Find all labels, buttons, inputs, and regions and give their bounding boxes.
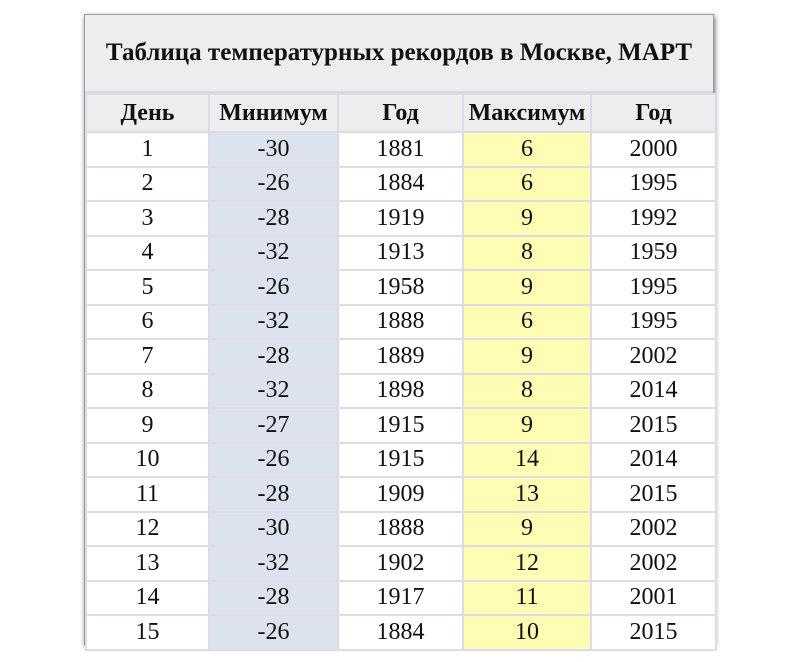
min-year-cell: 1889	[338, 339, 463, 374]
header-min-year: Год	[338, 94, 463, 132]
min-year-cell: 1884	[338, 615, 463, 650]
min-year-cell: 1888	[338, 512, 463, 547]
table-row	[86, 374, 716, 409]
max-year-cell: 2000	[591, 132, 716, 167]
max-cell: 6	[463, 305, 591, 340]
table-row	[86, 512, 716, 547]
table-row	[86, 615, 716, 650]
day-cell: 10	[86, 443, 209, 478]
header-day: День	[86, 94, 209, 132]
min-year-cell: 1919	[338, 201, 463, 236]
min-cell: -26	[209, 270, 338, 305]
day-cell: 6	[86, 305, 209, 340]
max-year-cell: 1995	[591, 305, 716, 340]
day-cell: 9	[86, 408, 209, 443]
max-cell: 11	[463, 581, 591, 616]
day-cell: 14	[86, 581, 209, 616]
table-title: Таблица температурных рекордов в Москве, МАРТ	[85, 15, 713, 93]
day-cell: 5	[86, 270, 209, 305]
max-year-cell: 2002	[591, 546, 716, 581]
day-cell: 3	[86, 201, 209, 236]
day-cell: 11	[86, 477, 209, 512]
min-cell: -28	[209, 477, 338, 512]
header-maximum: Максимум	[463, 94, 591, 132]
min-year-cell: 1958	[338, 270, 463, 305]
min-cell: -26	[209, 443, 338, 478]
max-year-cell: 2002	[591, 512, 716, 547]
max-cell: 13	[463, 477, 591, 512]
min-year-cell: 1915	[338, 443, 463, 478]
day-cell: 8	[86, 374, 209, 409]
min-year-cell: 1915	[338, 408, 463, 443]
min-year-cell: 1909	[338, 477, 463, 512]
min-cell: -30	[209, 512, 338, 547]
header-row	[86, 94, 716, 132]
max-cell: 10	[463, 615, 591, 650]
max-year-cell: 2001	[591, 581, 716, 616]
day-cell: 1	[86, 132, 209, 167]
min-cell: -32	[209, 546, 338, 581]
table-row	[86, 477, 716, 512]
max-cell: 8	[463, 374, 591, 409]
max-cell: 8	[463, 236, 591, 271]
day-cell: 15	[86, 615, 209, 650]
table-row	[86, 305, 716, 340]
table-row	[86, 270, 716, 305]
min-year-cell: 1917	[338, 581, 463, 616]
max-year-cell: 1992	[591, 201, 716, 236]
records-table	[85, 93, 717, 651]
max-year-cell: 2015	[591, 615, 716, 650]
max-year-cell: 2002	[591, 339, 716, 374]
table-row	[86, 132, 716, 167]
day-cell: 4	[86, 236, 209, 271]
table-row	[86, 546, 716, 581]
max-year-cell: 2014	[591, 374, 716, 409]
max-cell: 9	[463, 512, 591, 547]
max-year-cell: 2015	[591, 408, 716, 443]
header-max-year: Год	[591, 94, 716, 132]
min-cell: -32	[209, 305, 338, 340]
day-cell: 13	[86, 546, 209, 581]
max-cell: 9	[463, 339, 591, 374]
min-cell: -28	[209, 339, 338, 374]
min-year-cell: 1902	[338, 546, 463, 581]
day-cell: 7	[86, 339, 209, 374]
day-cell: 2	[86, 167, 209, 202]
min-year-cell: 1913	[338, 236, 463, 271]
table-row	[86, 408, 716, 443]
day-cell: 12	[86, 512, 209, 547]
min-cell: -26	[209, 615, 338, 650]
min-cell: -32	[209, 374, 338, 409]
min-year-cell: 1898	[338, 374, 463, 409]
min-cell: -26	[209, 167, 338, 202]
min-cell: -32	[209, 236, 338, 271]
max-cell: 9	[463, 270, 591, 305]
table-row	[86, 339, 716, 374]
header-minimum: Минимум	[209, 94, 338, 132]
table-row	[86, 236, 716, 271]
min-cell: -28	[209, 581, 338, 616]
max-cell: 9	[463, 201, 591, 236]
max-year-cell: 1995	[591, 167, 716, 202]
min-cell: -30	[209, 132, 338, 167]
max-year-cell: 2014	[591, 443, 716, 478]
max-cell: 14	[463, 443, 591, 478]
table-row	[86, 443, 716, 478]
table-row	[86, 167, 716, 202]
records-table-frame	[84, 14, 714, 645]
min-year-cell: 1888	[338, 305, 463, 340]
max-year-cell: 1995	[591, 270, 716, 305]
min-year-cell: 1884	[338, 167, 463, 202]
min-year-cell: 1881	[338, 132, 463, 167]
max-cell: 9	[463, 408, 591, 443]
max-year-cell: 2015	[591, 477, 716, 512]
max-cell: 6	[463, 167, 591, 202]
max-cell: 12	[463, 546, 591, 581]
min-cell: -27	[209, 408, 338, 443]
max-year-cell: 1959	[591, 236, 716, 271]
max-cell: 6	[463, 132, 591, 167]
table-row	[86, 581, 716, 616]
table-row	[86, 201, 716, 236]
min-cell: -28	[209, 201, 338, 236]
